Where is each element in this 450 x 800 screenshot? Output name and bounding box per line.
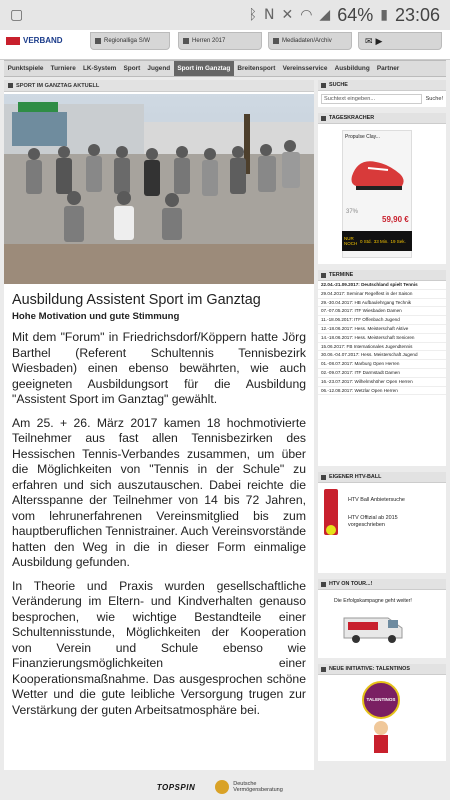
battery-icon: ▮ (380, 7, 388, 23)
van-image (342, 610, 406, 644)
termin-item[interactable]: 06.-12.08.2017: Wetzlar Open Herren (318, 387, 446, 396)
square-icon (8, 83, 13, 88)
mail-icon[interactable]: ✉ (365, 35, 373, 46)
main-navigation (4, 60, 446, 77)
notification-icon: ▢ (10, 7, 24, 23)
htv-on-tour-text: Die Erfolgskampagne geht weiter! (334, 598, 412, 604)
termin-item[interactable]: 15.06.2017: FB Internationales Jugendtennis (318, 343, 446, 352)
logo-text: VERBAND (23, 36, 63, 45)
nav-vereinsservice[interactable]: Vereinsservice (282, 65, 328, 72)
section-title: SPORT IM GANZTAG AKTUELL (16, 82, 100, 89)
termin-item[interactable]: 12.-18.06.2017: Hess. Meisterschaft Aktive (318, 325, 446, 334)
sidebar (318, 80, 446, 767)
article (4, 284, 314, 718)
htv-on-tour-promo[interactable] (318, 590, 446, 658)
article-subtitle: Hohe Motivation und gute Stimmung (12, 311, 180, 322)
htv-ball-box (318, 472, 446, 573)
htv-ball-title: EIGENER HTV-BALL (329, 474, 382, 480)
article-paragraph: In Theorie und Praxis wurden gesellschaftliche Veränderung im Eltern- und Kindverhalten genauso besprochen, wie wichtige Bestandteile einer Schultennisstunde, Möglichkeiten der Kooperation von Verein und Schule ebenso wie Finanzierungsmöglichkeiten einer Kooperationsmaßnahme. Das ausgesprochen schöne Wetter und die gute leibliche Versorgung trugen zur Verstärkung der guten Arbeitsatmosphäre bei. (12, 578, 306, 717)
talentinos-promo[interactable] (318, 675, 446, 761)
search-header (318, 80, 446, 91)
countdown-label: NUR NOCH (344, 236, 358, 246)
talentinos-box (318, 664, 446, 761)
termin-item[interactable]: 30.06.-04.07.2017: Hess. Meisterschaft Jugend (318, 351, 446, 360)
toplink-label: Herren 2017 (192, 38, 226, 44)
nav-ausbildung[interactable]: Ausbildung (334, 65, 370, 72)
termin-item[interactable]: 07.-07.05.2017: ITF Wiesbaden Damen (318, 307, 446, 316)
termin-item[interactable]: 29.-30.04.2017: HB Aufbaulehrgang Technik (318, 299, 446, 308)
mascot-body (374, 735, 388, 753)
square-icon (321, 667, 326, 672)
main-content (4, 80, 314, 770)
countdown-hours: 0 Std. (360, 238, 372, 244)
talentinos-title: NEUE INITIATIVE: TALENTINOS (329, 666, 410, 672)
nav-sport-im-ganztag[interactable]: Sport im Ganztag (174, 61, 234, 76)
termin-item[interactable]: 29.04.2017: Seminar Regelfest in der Saison (318, 290, 446, 299)
search-button[interactable]: Suche! (425, 96, 443, 102)
square-icon (321, 83, 326, 88)
htv-ball-text-2: HTV Offizial ab 2015 vorgeschrieben (348, 515, 398, 528)
social-links (358, 32, 442, 50)
wifi-icon: ◠ (300, 7, 313, 23)
square-icon (321, 116, 326, 121)
termine-box (318, 270, 446, 466)
square-icon (321, 582, 326, 587)
nav-lk-system[interactable]: LK-System (82, 65, 117, 72)
htv-ball-header (318, 472, 446, 483)
termine-header (318, 270, 446, 281)
discount: 37% (346, 209, 359, 215)
mute-icon: ✕ (281, 7, 294, 23)
termin-item[interactable]: 16.-23.07.2017: Wilhelmshöher Open Herren (318, 378, 446, 387)
square-icon (321, 273, 326, 278)
termin-item[interactable]: 14.-18.06.2017: Hess. Meisterschaft Senioren (318, 334, 446, 343)
battery-percent: 64% (337, 4, 374, 25)
nav-partner[interactable]: Partner (376, 65, 400, 72)
dvag-mark-icon (215, 780, 229, 794)
tageskracher-title: TAGESKRACHER (329, 115, 375, 121)
htv-ball-text: HTV Ball Anbietersuche (348, 497, 405, 503)
termin-item[interactable]: 22.04.-21.09.2017: Deutschland spielt Tennis (318, 281, 446, 290)
youtube-icon[interactable]: ▶ (375, 35, 383, 46)
countdown (342, 231, 412, 251)
section-header (4, 80, 314, 92)
nav-turniere[interactable]: Turniere (50, 65, 76, 72)
search-title: SUCHE (329, 82, 348, 88)
nfc-icon: N (263, 7, 275, 23)
logo-mark-icon (6, 37, 20, 45)
tageskracher-box (318, 113, 446, 264)
android-status-bar (0, 0, 450, 30)
toplink-label: Mediadaten/Archiv (282, 38, 332, 44)
square-icon (321, 475, 326, 480)
product-name: Propulse Clay... (345, 134, 380, 140)
termin-item[interactable]: 02.-09.07.2017: ITF Darmstadt Damen (318, 369, 446, 378)
nav-sport[interactable]: Sport (123, 65, 141, 72)
search-input[interactable]: Suchtext eingeben... (321, 94, 422, 104)
htv-on-tour-title: HTV ON TOUR...! (329, 581, 373, 587)
toplink-herren[interactable] (178, 32, 262, 50)
dvag-logo[interactable] (215, 780, 293, 794)
tennis-shoe-image (348, 146, 408, 196)
deal-of-the-day[interactable] (318, 124, 446, 264)
bluetooth-icon: ᛒ (248, 7, 257, 23)
price: 59,90 € (382, 215, 409, 224)
tageskracher-header (318, 113, 446, 124)
topspin-logo[interactable]: TOPSPIN (156, 782, 196, 792)
search-box (318, 80, 446, 107)
toplink-mediadaten[interactable] (268, 32, 352, 50)
termin-item[interactable]: 01.-08.07.2017: Marburg Open Herren (318, 360, 446, 369)
talentinos-badge-text: TALENTINOS (366, 697, 396, 702)
tennis-ball-icon (326, 525, 336, 535)
nav-breitensport[interactable]: Breitensport (237, 65, 276, 72)
toplink-regionalliga[interactable] (90, 32, 170, 50)
htv-ball-promo[interactable] (318, 483, 446, 573)
termine-title: TERMINE (329, 272, 354, 278)
countdown-seconds: 19 Sek. (390, 238, 406, 244)
article-title: Ausbildung Assistent Sport im Ganztag (12, 292, 261, 308)
htv-on-tour-box (318, 579, 446, 658)
square-icon (273, 38, 279, 44)
article-paragraph: Am 25. + 26. März 2017 kamen 18 hochmotivierte Teilnehmer aus fast allen Tennisbezirken des Hessischen Tennis-Verbandes zusammen, um über die Möglichkeiten von "Tennis in der Schule" zu erfahren und sich auszutauschen. Dabei reichte die Altersspanne der Teilnehmer von 14 bis 72 Jahren, vom lehrunerfahrenen Vereinsmitglied bis zum hauptberuflichen Tennistrainer. Auch Vereinsvorstände hatten den Weg in die in dieser Form einmalige Ausbildung gefunden. (12, 415, 306, 569)
site-logo[interactable] (6, 36, 63, 45)
talentinos-header (318, 664, 446, 675)
toplink-label: Regionalliga S/W (104, 38, 151, 44)
countdown-minutes: 33 Min. (373, 238, 389, 244)
mascot-head (374, 721, 388, 735)
nav-punktspiele[interactable]: Punktspiele (7, 65, 44, 72)
termin-item[interactable]: 11.-18.06.2017: ITF Offenbach Jugend (318, 316, 446, 325)
nav-jugend[interactable]: Jugend (147, 65, 171, 72)
dvag-text: Deutsche Vermögensberatung (233, 781, 283, 793)
group-photo-illustration (4, 94, 314, 284)
square-icon (183, 38, 189, 44)
signal-icon: ◢ (319, 7, 331, 23)
sponsor-footer (0, 774, 450, 800)
htv-on-tour-header (318, 579, 446, 590)
square-icon (95, 38, 101, 44)
clock: 23:06 (394, 4, 440, 25)
group-photo (4, 94, 314, 284)
site-top-strip (0, 30, 450, 60)
article-paragraph: Mit dem "Forum" in Friedrichsdorf/Köppern hatte Jörg Barthel (Referent Schultennis Tennisbezirk Wiesbaden) einen ebenso bewährten, wie auch geeigneten Ausbildungsort für die Ausbildung "Assistent Sport im Ganztag" gewählt. (12, 330, 306, 406)
